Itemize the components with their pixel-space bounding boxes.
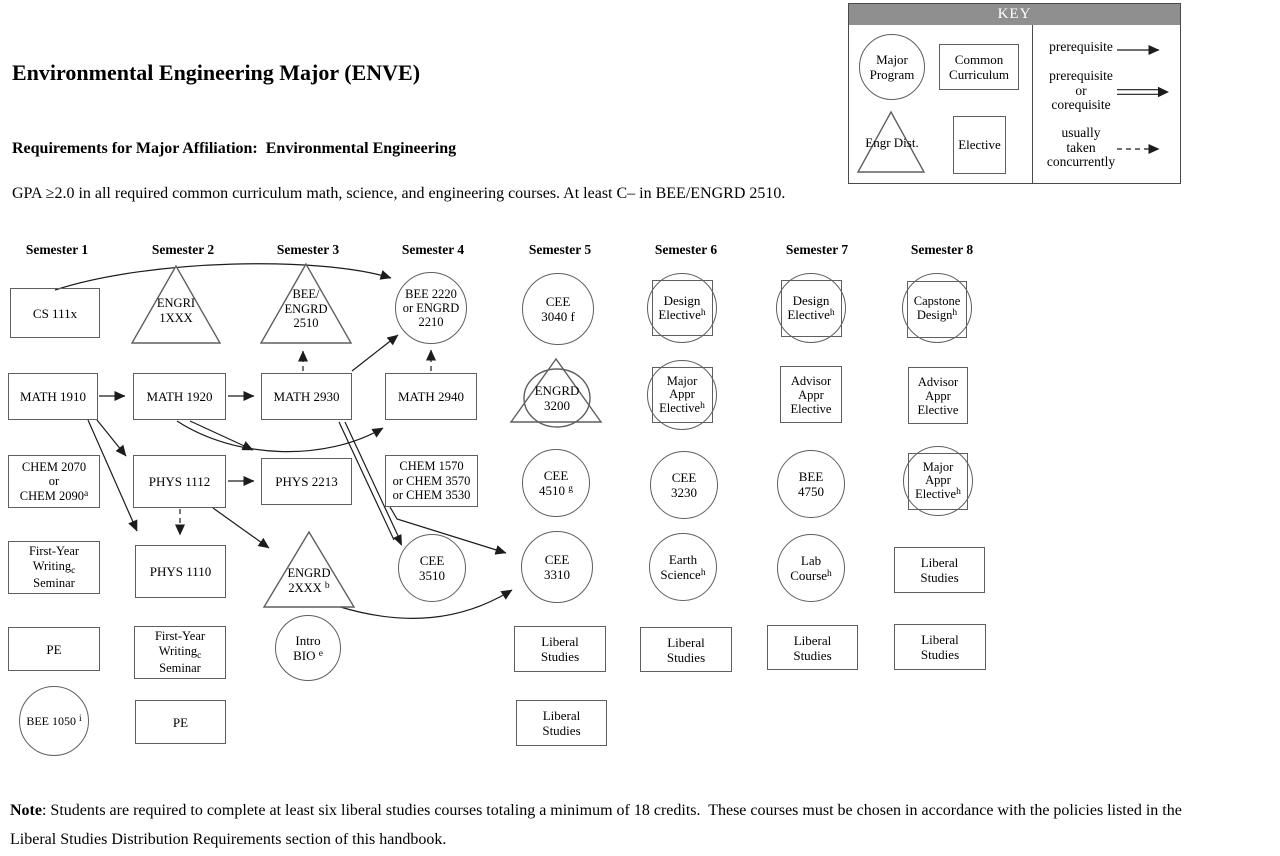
- key-prereq-or-coreq-arrow: [1115, 84, 1173, 100]
- node-cee-4510: CEE 4510 $^g$: [522, 449, 590, 517]
- node-advisor-appr-elective-s8: Advisor Appr Elective: [908, 367, 968, 424]
- node-cee-3040: CEE 3040 f: [522, 273, 594, 345]
- page-title: Environmental Engineering Major (ENVE): [12, 60, 421, 85]
- note-line2: Liberal Studies Distribution Requirements section of this handbook.: [10, 831, 447, 848]
- node-lab-course: Lab Course$^h$: [777, 534, 845, 602]
- key-legend-box: [848, 3, 1181, 184]
- node-design-elective-s7: Design Elective$^h$: [776, 273, 846, 343]
- semester-7-header: Semester 7: [785, 242, 849, 257]
- gpa-requirement-text: GPA ≥2.0 in all required common curriculum math, science, and engineering courses. At least C– in BEE/ENGRD 2510.: [12, 185, 786, 202]
- node-cee-3310: CEE 3310: [521, 531, 593, 603]
- semester-5-header: Semester 5: [528, 242, 592, 257]
- node-engrd-2xxx: ENGRD 2XXX $^b$: [287, 566, 331, 595]
- node-intro-bio: Intro BIO $^e$: [275, 615, 341, 681]
- node-engri-1xxx: ENGRI 1XXX: [156, 296, 196, 325]
- key-elective-square: Elective: [953, 116, 1006, 174]
- node-cs-111x: CS 111x: [10, 288, 100, 338]
- semester-1-header: Semester 1: [25, 242, 89, 257]
- node-liberal-studies-s5a: Liberal Studies: [514, 626, 606, 672]
- node-chem-2070-or-2090: CHEM 2070 or CHEM 2090$^a$: [8, 455, 100, 508]
- key-major-program-circle: Major Program: [859, 34, 925, 100]
- node-cee-3230: CEE 3230: [650, 451, 718, 519]
- key-prerequisite-arrow: [1115, 42, 1173, 58]
- note-line1: : Students are required to complete at least six liberal studies courses totaling a minimum of 18 credits. These courses must be chosen in accordance with the policies listed in the: [41, 802, 1182, 819]
- node-math-2930: MATH 2930: [261, 373, 352, 420]
- arrow-phys1112-to-engrd2xxx: [213, 508, 269, 548]
- node-pe-s1: PE: [8, 627, 100, 671]
- semester-4-header: Semester 4: [401, 242, 465, 257]
- liberal-studies-note: [10, 796, 1276, 854]
- key-concurrent-arrow: [1115, 141, 1173, 157]
- node-design-elective-s6: Design Elective$^h$: [647, 273, 717, 343]
- node-math-1920: MATH 1920: [133, 373, 226, 420]
- node-phys-1110: PHYS 1110: [135, 545, 226, 598]
- node-bee-1050: BEE 1050 $^i$: [19, 686, 89, 756]
- node-bee-2220-or-engrd-2210: BEE 2220 or ENGRD 2210: [395, 272, 467, 344]
- semester-2-header: Semester 2: [151, 242, 215, 257]
- arrow-math2930-to-bee2220: [352, 335, 398, 371]
- key-prereq-or-coreq-label: prerequisite or corequisite: [1049, 68, 1113, 112]
- semester-6-header: Semester 6: [654, 242, 718, 257]
- key-concurrent-label: usually taken concurrently: [1046, 125, 1116, 169]
- node-cee-3510: CEE 3510: [398, 534, 466, 602]
- requirements-subtitle: Requirements for Major Affiliation: Environmental Engineering: [12, 140, 457, 157]
- semester-8-header: Semester 8: [910, 242, 974, 257]
- node-math-1910: MATH 1910: [8, 373, 98, 420]
- node-liberal-studies-s5b: Liberal Studies: [516, 700, 607, 746]
- node-liberal-studies-s7: Liberal Studies: [767, 625, 858, 670]
- key-divider: [1032, 25, 1033, 183]
- node-first-year-writing-seminar-s1: First-Year Writing$_c$ Seminar: [8, 541, 100, 594]
- node-chem-1570-3570-3530: CHEM 1570 or CHEM 3570 or CHEM 3530: [385, 455, 478, 507]
- node-bee-engrd-2510: BEE/ ENGRD 2510: [284, 287, 328, 330]
- arrow-math2930-to-cee3510-coreq-head: [393, 534, 402, 546]
- key-prerequisite-label: prerequisite: [1049, 39, 1113, 54]
- semester-3-header: Semester 3: [276, 242, 340, 257]
- key-title-bar: KEY: [849, 4, 1180, 25]
- node-math-2940: MATH 2940: [385, 373, 477, 420]
- node-major-appr-elective-s6: Major Appr Elective$^h$: [647, 360, 717, 430]
- node-advisor-appr-elective-s7: Advisor Appr Elective: [780, 366, 842, 423]
- key-engr-dist-label: Engr Dist.: [865, 135, 919, 150]
- node-liberal-studies-s6: Liberal Studies: [640, 627, 732, 672]
- node-capstone-design: Capstone Design$^h$: [902, 273, 972, 343]
- node-major-appr-elective-s8: Major Appr Elective$^h$: [903, 446, 973, 516]
- arrow-math1920-to-phys2213: [190, 421, 253, 450]
- node-first-year-writing-seminar-s2: First-Year Writing$_c$ Seminar: [134, 626, 226, 679]
- node-earth-science: Earth Science$^h$: [649, 533, 717, 601]
- node-phys-2213: PHYS 2213: [261, 458, 352, 505]
- node-liberal-studies-s8b: Liberal Studies: [894, 624, 986, 670]
- node-bee-4750: BEE 4750: [777, 450, 845, 518]
- note-label: Note: [10, 802, 42, 819]
- node-engrd-3200: ENGRD 3200: [534, 383, 580, 413]
- node-phys-1112: PHYS 1112: [133, 455, 226, 508]
- key-common-curriculum-rect: Common Curriculum: [939, 44, 1019, 90]
- node-liberal-studies-s8a: Liberal Studies: [894, 547, 985, 593]
- node-pe-s2: PE: [135, 700, 226, 744]
